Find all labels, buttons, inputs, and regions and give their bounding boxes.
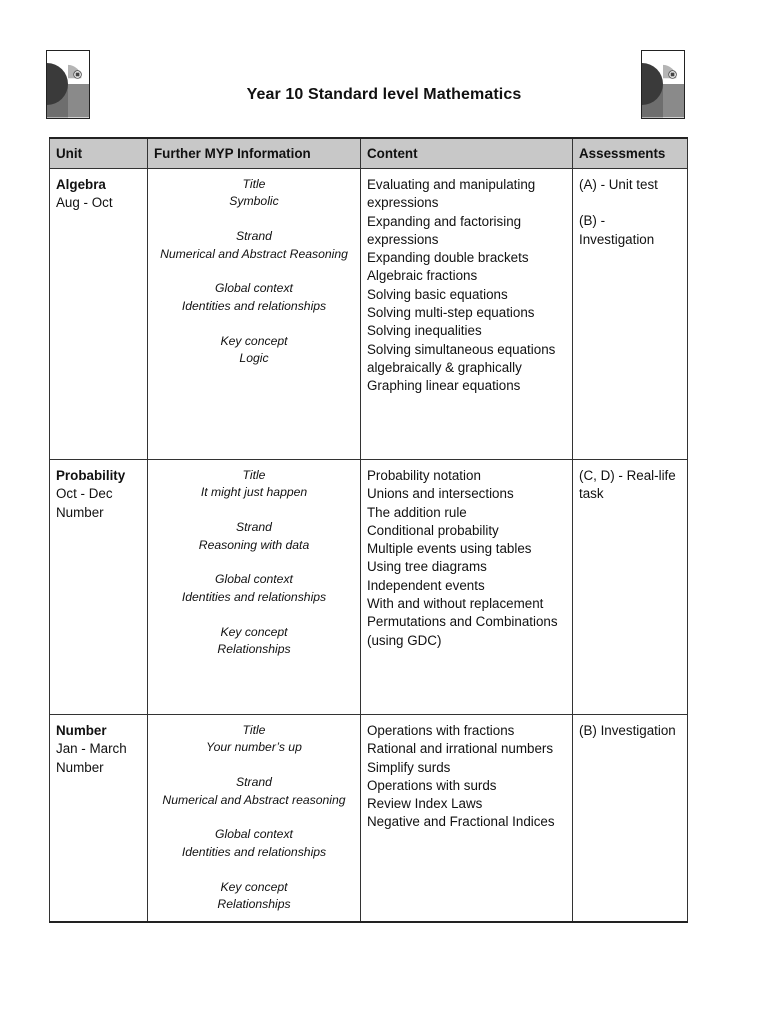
myp-title-value: Your number’s up — [206, 740, 302, 755]
content-cell — [361, 715, 573, 923]
myp-concept-value: Logic — [239, 351, 269, 366]
myp-strand-value: Numerical and Abstract Reasoning — [160, 246, 348, 261]
unit-strand: Number — [56, 504, 104, 520]
header-further-myp-information: Further MYP Information — [148, 138, 361, 169]
table-row — [50, 169, 688, 460]
myp-info-cell — [148, 715, 361, 923]
content-item: Solving inequalities — [367, 323, 482, 339]
myp-strand-label: Strand — [236, 229, 272, 244]
myp-context-value: Identities and relationships — [181, 298, 327, 313]
content-item: Solving basic equations — [367, 286, 508, 302]
myp-context-value: Identities and relationships — [181, 589, 327, 604]
myp-strand-label: Strand — [236, 520, 272, 535]
content-item: Independent events — [367, 577, 485, 593]
myp-title-value: Symbolic — [229, 194, 279, 209]
assessments-cell — [573, 715, 688, 923]
unit-dates: Oct - Dec — [56, 486, 113, 502]
unit-name: Probability — [56, 468, 126, 483]
myp-concept-label: Key concept — [220, 624, 288, 639]
content-item: Review Index Laws — [367, 796, 483, 812]
myp-context-label: Global context — [215, 281, 293, 296]
unit-dates: Aug - Oct — [56, 195, 113, 211]
content-item: Conditional probability — [367, 522, 499, 538]
table-row — [50, 460, 688, 715]
header-assessments: Assessments — [573, 138, 688, 169]
myp-strand-value: Reasoning with data — [198, 537, 310, 552]
content-item: Simplify surds — [367, 759, 451, 775]
assessment-item: (B) Investigation — [579, 723, 676, 738]
content-item: With and without replacement — [367, 596, 544, 612]
unit-cell — [50, 460, 148, 715]
content-cell — [361, 169, 573, 460]
myp-context-label: Global context — [215, 827, 293, 842]
content-item: Solving multi-step equations — [367, 305, 535, 321]
myp-title-value: It might just happen — [200, 485, 308, 500]
myp-context-value: Identities and relationships — [181, 844, 327, 859]
school-crest-icon — [46, 50, 90, 119]
assessments-cell — [573, 460, 688, 715]
content-item: Rational and irrational numbers — [367, 741, 554, 757]
content-item: Multiple events using tables — [367, 541, 532, 557]
unit-cell — [50, 715, 148, 923]
myp-concept-value: Relationships — [217, 897, 291, 912]
myp-info-cell — [148, 460, 361, 715]
content-item: Operations with fractions — [367, 723, 515, 738]
content-item: The addition rule — [367, 504, 467, 520]
unit-strand: Number — [56, 759, 104, 775]
content-item: Graphing linear equations — [367, 378, 521, 394]
school-crest-icon — [641, 50, 685, 119]
unit-name: Number — [56, 723, 107, 738]
table-row — [50, 715, 688, 923]
assessment-item: (A) - Unit test — [579, 177, 658, 192]
content-item: Solving simultaneous equations algebraically & graphically — [367, 341, 556, 375]
content-item: Evaluating and manipulating expressions — [367, 177, 536, 211]
myp-strand-value: Numerical and Abstract reasoning — [162, 792, 346, 807]
content-item: Probability notation — [367, 468, 481, 483]
content-item: Unions and intersections — [367, 486, 514, 502]
myp-concept-label: Key concept — [220, 879, 288, 894]
unit-dates: Jan - March — [56, 741, 127, 757]
content-cell — [361, 460, 573, 715]
unit-name: Algebra — [56, 177, 106, 192]
myp-concept-value: Relationships — [217, 642, 291, 657]
content-item: Operations with surds — [367, 777, 497, 793]
curriculum-table — [49, 137, 688, 923]
header-unit: Unit — [50, 138, 148, 169]
content-item: Algebraic fractions — [367, 268, 478, 284]
content-item: Expanding and factorising expressions — [367, 213, 522, 247]
myp-context-label: Global context — [215, 572, 293, 587]
myp-info-cell — [148, 169, 361, 460]
assessment-item: (C, D) - Real-life task — [579, 468, 676, 502]
header-content: Content — [361, 138, 573, 169]
assessments-cell — [573, 169, 688, 460]
table-header-row — [50, 138, 688, 169]
assessment-item: (B) - Investigation — [579, 213, 655, 247]
myp-title-label: Title — [242, 177, 266, 191]
myp-concept-label: Key concept — [220, 333, 288, 348]
unit-cell — [50, 169, 148, 460]
myp-strand-label: Strand — [236, 775, 272, 790]
document-title: Year 10 Standard level Mathematics — [246, 86, 522, 103]
content-item: Negative and Fractional Indices — [367, 814, 555, 830]
content-item: Using tree diagrams — [367, 559, 487, 575]
myp-title-label: Title — [242, 723, 266, 737]
content-item: Expanding double brackets — [367, 250, 529, 266]
myp-title-label: Title — [242, 468, 266, 482]
content-item: Permutations and Combinations (using GDC) — [367, 614, 558, 648]
